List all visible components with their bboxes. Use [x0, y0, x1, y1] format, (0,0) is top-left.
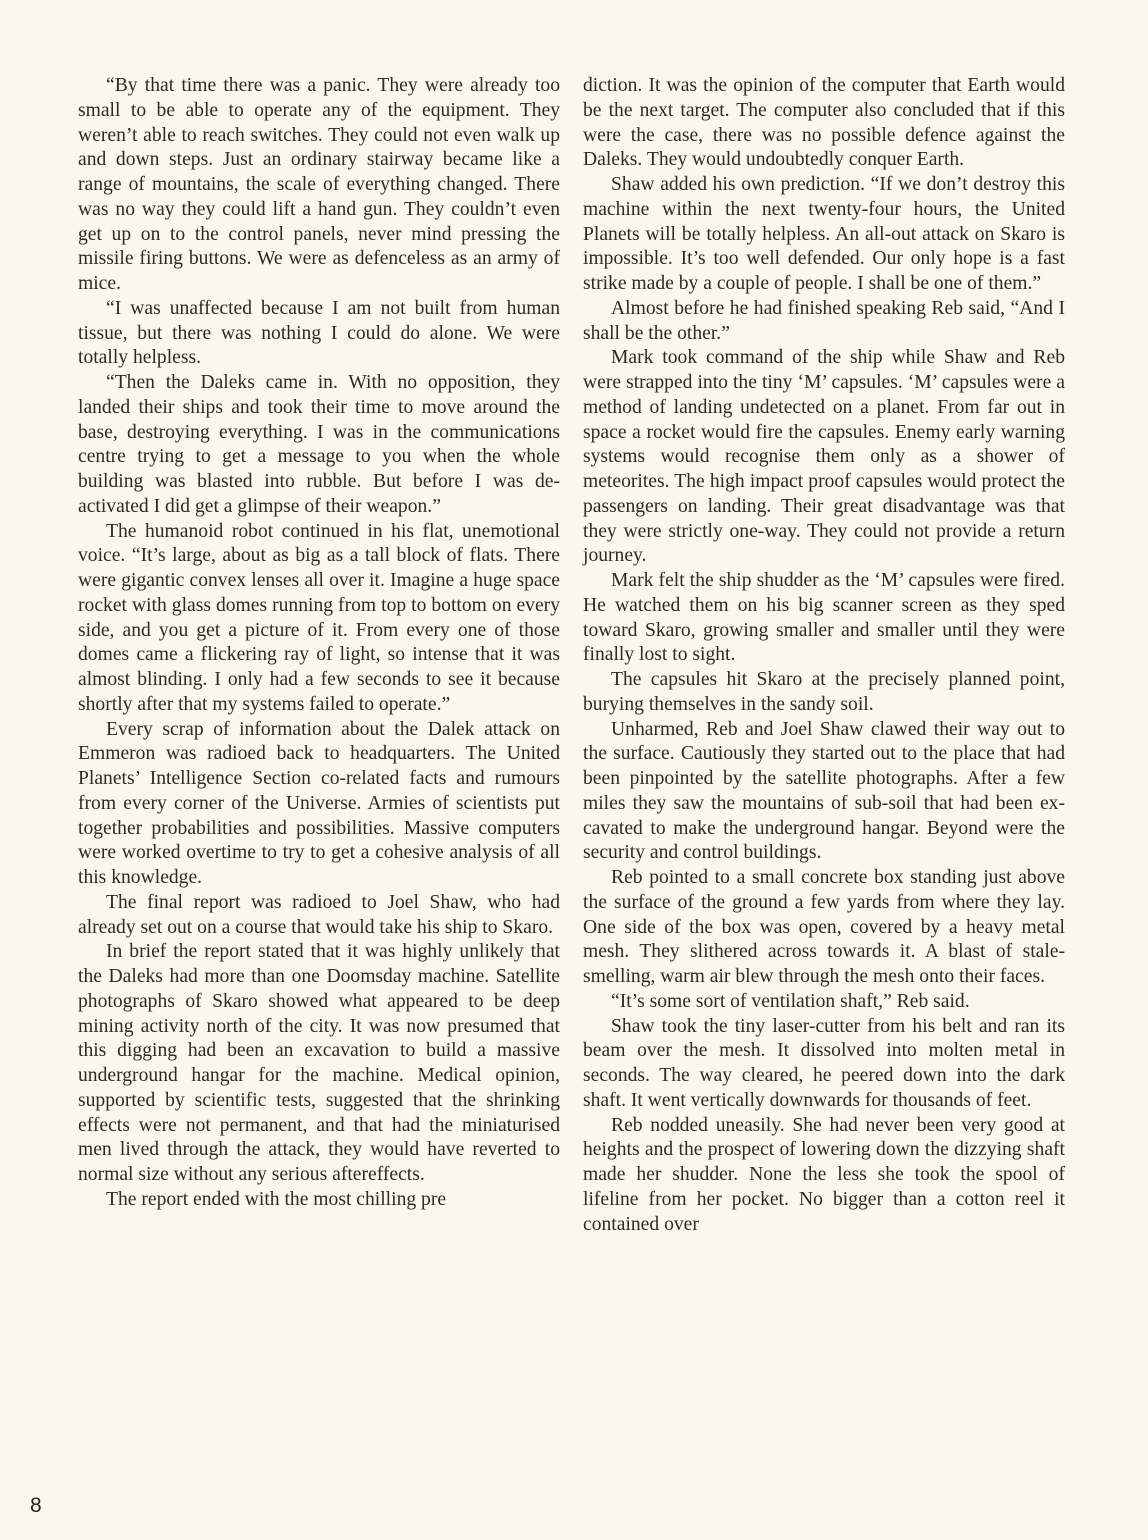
right-paragraph-9: Shaw took the tiny laser-cutter from his belt and ran its beam over the mesh. It dissolved into molten metal in seconds. The way cleared, he peered down into the dark shaft. It went vertically downwards for thousands of feet. — [583, 1015, 1065, 1111]
left-paragraph-2: “I was unaffected because I am not built from human tissue, but there was nothing I could do alone. We were totally helpless. — [78, 297, 560, 369]
right-text-column — [583, 74, 1065, 1237]
right-continued-text: diction. It was the opinion of the computer that Earth would be the next target. The computer also concluded that if this were the case, there was no possible defence against the Daleks. They would undoubtedly conquer Earth. — [583, 75, 1065, 171]
left-paragraph-6: The final report was radioed to Joel Shaw, who had already set out on a course that would take his ship to Skaro. — [78, 891, 560, 938]
left-paragraph-8: The report ended with the most chilling pre — [106, 1188, 447, 1210]
right-paragraph-6: Unharmed, Reb and Joel Shaw clawed their way out to the surface. Cautiously they started out to the place that had been pinpointed by the satellite photographs. After a few miles they saw the mountains of sub-soil that had been excavated to make the underground hangar. Beyond were the security and control buildings. — [583, 718, 1065, 864]
left-paragraph-3: “Then the Daleks came in. With no opposition, they landed their ships and took their time to move around the base, destroying everything. I was in the communications centre trying to get a message to you when the whole building was blasted into rubble. But before I was de-activated I did get a glimpse of their weapon.” — [78, 372, 560, 517]
right-paragraph-10: Reb nodded uneasily. She had never been very good at heights and the prospect of lowering down the dizzying shaft made her shudder. None the less she took the spool of lifeline from her pocket. No bigger than a cotton reel it contained over — [583, 1114, 1065, 1235]
right-paragraph-8: “It’s some sort of ventilation shaft,” Reb said. — [611, 990, 970, 1012]
left-paragraph-5: Every scrap of information about the Dalek attack on Emmeron was radioed back to headquarters. The United Planets’ Intelligence Section co-related facts and rumours from every corner of the Universe. Armies of scientists put together probabilities and possibilities. Massive computers were worked overtime to try to get a cohesive analysis of all this knowledge. — [78, 718, 560, 888]
right-paragraph-5: The capsules hit Skaro at the precisely planned point, burying themselves in the sandy soil. — [583, 669, 1065, 715]
right-paragraph-1: Shaw added his own prediction. “If we don’t destroy this machine within the next twenty-four hours, the United Planets will be totally helpless. An all-out attack on Skaro is impossible. It’s too well defended. Our only hope is a fast strike made by a couple of people. I shall be one of them.” — [583, 174, 1065, 294]
right-paragraph-7: Reb pointed to a small concrete box standing just above the surface of the ground a few yards from where they lay. One side of the box was open, covered by a heavy metal mesh. They slithered across towards it. A blast of stale-smelling, warm air blew through the mesh onto their faces. — [583, 867, 1065, 987]
right-paragraph-4: Mark felt the ship shudder as the ‘M’ capsules were fired. He watched them on his big scanner screen as they sped toward Skaro, growing smaller and smaller until they were finally lost to sight. — [583, 570, 1065, 666]
left-paragraph-4: The humanoid robot continued in his flat, unemotional voice. “It’s large, about as big as a tall block of flats. There were gigantic convex lenses all over it. Imagine a huge space rocket with glass domes running from top to bottom on every side, and you get a picture of it. From every one of those domes came a flickering ray of light, so intense that it was almost blinding. I only had a few seconds to see it because shortly after that my systems failed to operate.” — [78, 520, 560, 715]
left-paragraph-1: “By that time there was a panic. They were already too small to be able to operate any of the equipment. They weren’t able to reach switches. They could not even walk up and down steps. Just an ordinary stairway became like a range of mountains, the scale of everything changed. There was no way they could lift a hand gun. They couldn’t even get up on to the control panels, never mind pressing the missile firing buttons. We were as defenceless as an army of mice. — [78, 75, 560, 294]
right-paragraph-2: Almost before he had finished speaking Reb said, “And I shall be the other.” — [583, 297, 1065, 344]
page-number: 8 — [30, 1494, 42, 1517]
left-text-column — [78, 74, 560, 1213]
left-paragraph-7: In brief the report stated that it was highly unlikely that the Daleks had more than one Doomsday machine. Satellite photographs of Skaro showed what appeared to be deep mining activity north of the city. It was now presumed that this digging had been an excavation to build a massive underground hangar for the machine. Medical opinion, supported by scientific tests, suggested that the shrinking effects were not permanent, and that had the miniaturised men lived through the attack, they would have reverted to normal size without any serious aftereffects. — [78, 941, 560, 1185]
right-paragraph-3: Mark took command of the ship while Shaw and Reb were strapped into the tiny ‘M’ capsules. ‘M’ capsules were a method of landing undetected on a planet. From far out in space a rocket would fire the capsules. Enemy early warning systems would recognise them only as a shower of meteorites. The high impact proof capsules would protect the passengers on landing. Their great disadvantage was that they were strictly one-way. They could not provide a return journey. — [583, 347, 1065, 567]
